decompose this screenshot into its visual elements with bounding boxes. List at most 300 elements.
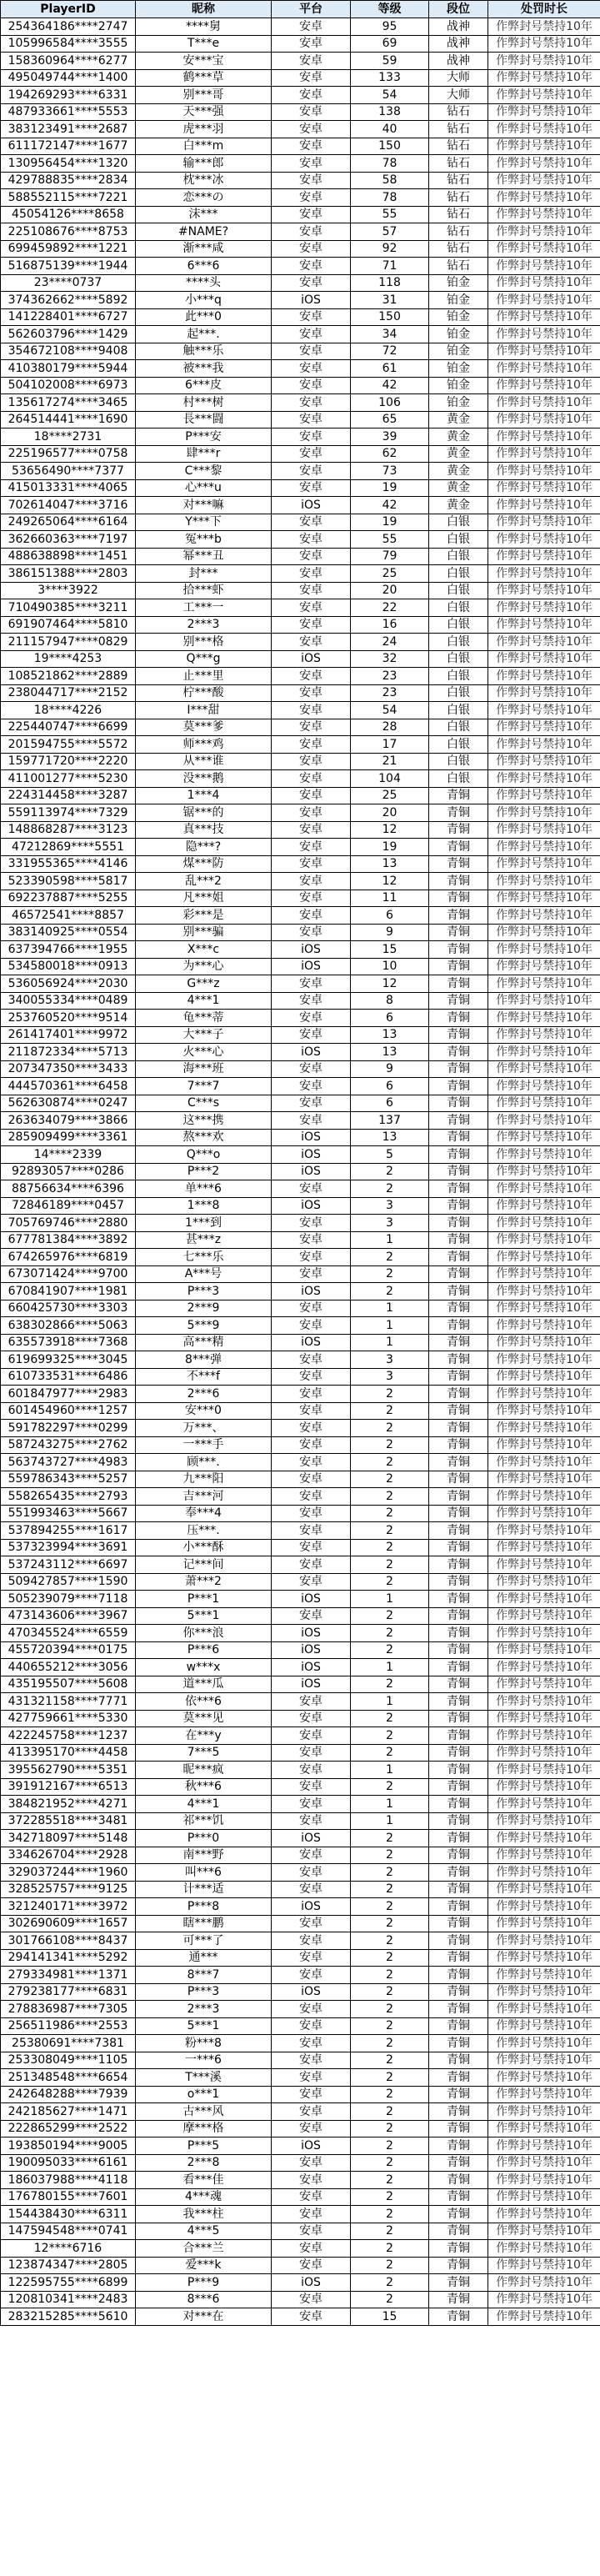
table-row xyxy=(1,1197,600,1215)
table-row xyxy=(1,719,600,736)
level-cell: 2 xyxy=(351,2017,429,2035)
penalty-cell: 作弊封号禁持10年 xyxy=(488,2001,600,2018)
level-cell: 17 xyxy=(351,736,429,754)
level-cell: 59 xyxy=(351,53,429,70)
level-cell: 13 xyxy=(351,1044,429,1061)
table-row xyxy=(1,599,600,617)
nickname-cell: 龟***蒂 xyxy=(136,1010,272,1027)
rank-cell: 白银 xyxy=(429,684,488,702)
player-id-cell: 435195507****5608 xyxy=(1,1676,136,1693)
nickname-cell: Q***o xyxy=(136,1146,272,1164)
platform-cell: 安卓 xyxy=(272,804,351,822)
penalty-cell: 作弊封号禁持10年 xyxy=(488,1163,600,1180)
player-id-cell: 591782297****0299 xyxy=(1,1420,136,1437)
platform-cell: 安卓 xyxy=(272,514,351,531)
nickname-cell: 鹤***草 xyxy=(136,69,272,87)
rank-cell: 青铜 xyxy=(429,2035,488,2052)
player-id-cell: 391912167****6513 xyxy=(1,1778,136,1796)
nickname-cell: #NAME? xyxy=(136,223,272,241)
player-id-cell: 249265064****6164 xyxy=(1,514,136,531)
level-cell: 2 xyxy=(351,2274,429,2292)
player-id-cell: 677781384****3892 xyxy=(1,1231,136,1249)
level-cell: 58 xyxy=(351,172,429,189)
level-cell: 2 xyxy=(351,1983,429,2001)
platform-cell: 安卓 xyxy=(272,121,351,138)
platform-cell: iOS xyxy=(272,1334,351,1351)
table-row xyxy=(1,377,600,394)
nickname-cell: P***0 xyxy=(136,1830,272,1847)
penalty-cell: 作弊封号禁持10年 xyxy=(488,2274,600,2292)
nickname-cell: 吉***河 xyxy=(136,1488,272,1506)
rank-cell: 青铜 xyxy=(429,1368,488,1386)
platform-cell: 安卓 xyxy=(272,1881,351,1898)
penalty-cell: 作弊封号禁持10年 xyxy=(488,1796,600,1813)
player-id-cell: 211157947****0829 xyxy=(1,634,136,651)
rank-cell: 黄金 xyxy=(429,497,488,514)
player-id-cell: 660425730****3303 xyxy=(1,1300,136,1317)
rank-cell: 青铜 xyxy=(429,1265,488,1283)
penalty-cell: 作弊封号禁持10年 xyxy=(488,1129,600,1146)
nickname-cell: 止***里 xyxy=(136,668,272,685)
table-row xyxy=(1,1386,600,1403)
table-row xyxy=(1,2120,600,2137)
penalty-cell: 作弊封号禁持10年 xyxy=(488,1949,600,1967)
platform-cell: 安卓 xyxy=(272,1967,351,1984)
table-row xyxy=(1,1591,600,1608)
table-row xyxy=(1,497,600,514)
table-row xyxy=(1,2240,600,2258)
player-id-cell: 473143606****3967 xyxy=(1,1607,136,1625)
player-id-cell: 279334981****1371 xyxy=(1,1967,136,1984)
nickname-cell: 5***1 xyxy=(136,2017,272,2035)
penalty-cell: 作弊封号禁持10年 xyxy=(488,907,600,925)
penalty-cell: 作弊封号禁持10年 xyxy=(488,2086,600,2103)
player-id-cell: 53656490****7377 xyxy=(1,463,136,480)
player-id-cell: 504102008****6973 xyxy=(1,377,136,394)
nickname-cell: 安***0 xyxy=(136,1402,272,1420)
platform-cell: 安卓 xyxy=(272,890,351,907)
rank-cell: 钻石 xyxy=(429,138,488,155)
nickname-cell: 这***携 xyxy=(136,1112,272,1130)
penalty-cell: 作弊封号禁持10年 xyxy=(488,719,600,736)
platform-cell: 安卓 xyxy=(272,1847,351,1864)
rank-cell: 青铜 xyxy=(429,890,488,907)
table-row xyxy=(1,1847,600,1864)
level-cell: 23 xyxy=(351,668,429,685)
level-cell: 1 xyxy=(351,1591,429,1608)
player-id-cell: 176780155****7601 xyxy=(1,2188,136,2206)
nickname-cell: 萧***2 xyxy=(136,1573,272,1591)
rank-cell: 青铜 xyxy=(429,1847,488,1864)
level-cell: 2 xyxy=(351,1420,429,1437)
penalty-cell: 作弊封号禁持10年 xyxy=(488,1436,600,1454)
platform-cell: 安卓 xyxy=(272,821,351,839)
penalty-cell: 作弊封号禁持10年 xyxy=(488,582,600,599)
rank-cell: 黄金 xyxy=(429,479,488,497)
platform-cell: iOS xyxy=(272,1283,351,1301)
penalty-cell: 作弊封号禁持10年 xyxy=(488,1180,600,1198)
table-row xyxy=(1,18,600,36)
penalty-cell: 作弊封号禁持10年 xyxy=(488,1197,600,1215)
platform-cell: 安卓 xyxy=(272,616,351,634)
nickname-cell: 瞎***鹏 xyxy=(136,1915,272,1932)
player-id-cell: 45054126****8658 xyxy=(1,206,136,223)
nickname-cell: 彩***是 xyxy=(136,907,272,925)
platform-cell: 安卓 xyxy=(272,1607,351,1625)
header-rank: 段位 xyxy=(429,1,488,18)
rank-cell: 青铜 xyxy=(429,1454,488,1471)
rank-cell: 青铜 xyxy=(429,1334,488,1351)
penalty-cell: 作弊封号禁持10年 xyxy=(488,1249,600,1266)
nickname-cell: 小***q xyxy=(136,292,272,309)
penalty-cell: 作弊封号禁持10年 xyxy=(488,1539,600,1556)
platform-cell: 安卓 xyxy=(272,1539,351,1556)
rank-cell: 青铜 xyxy=(429,1812,488,1830)
nickname-cell: 冤***b xyxy=(136,531,272,549)
player-id-cell: 699459892****1221 xyxy=(1,240,136,258)
nickname-cell: 顾***. xyxy=(136,1454,272,1471)
level-cell: 138 xyxy=(351,103,429,121)
platform-cell: 安卓 xyxy=(272,2291,351,2308)
table-row xyxy=(1,1539,600,1556)
player-id-cell: 551993463****5667 xyxy=(1,1505,136,1522)
platform-cell: 安卓 xyxy=(272,1693,351,1711)
table-row xyxy=(1,855,600,873)
nickname-cell: o***1 xyxy=(136,2086,272,2103)
player-id-cell: 211872334****5713 xyxy=(1,1044,136,1061)
platform-cell: 安卓 xyxy=(272,770,351,788)
penalty-cell: 作弊封号禁持10年 xyxy=(488,890,600,907)
level-cell: 2 xyxy=(351,1163,429,1180)
penalty-cell: 作弊封号禁持10年 xyxy=(488,1112,600,1130)
table-row xyxy=(1,2223,600,2240)
level-cell: 57 xyxy=(351,223,429,241)
platform-cell: iOS xyxy=(272,1146,351,1164)
penalty-cell: 作弊封号禁持10年 xyxy=(488,428,600,446)
header-nickname: 昵称 xyxy=(136,1,272,18)
nickname-cell: P***安 xyxy=(136,428,272,446)
level-cell: 2 xyxy=(351,1744,429,1762)
table-row xyxy=(1,1420,600,1437)
table-row xyxy=(1,1112,600,1130)
level-cell: 2 xyxy=(351,1830,429,1847)
penalty-cell: 作弊封号禁持10年 xyxy=(488,138,600,155)
level-cell: 1 xyxy=(351,1796,429,1813)
platform-cell: iOS xyxy=(272,2137,351,2155)
level-cell: 8 xyxy=(351,992,429,1010)
table-row xyxy=(1,2154,600,2172)
rank-cell: 青铜 xyxy=(429,1625,488,1642)
rank-cell: 钻石 xyxy=(429,172,488,189)
player-id-cell: 487933661****5553 xyxy=(1,103,136,121)
rank-cell: 青铜 xyxy=(429,941,488,959)
player-id-cell: 47212869****5551 xyxy=(1,839,136,856)
table-row xyxy=(1,616,600,634)
level-cell: 2 xyxy=(351,1864,429,1882)
penalty-cell: 作弊封号禁持10年 xyxy=(488,924,600,941)
table-row xyxy=(1,531,600,549)
platform-cell: 安卓 xyxy=(272,2188,351,2206)
player-id-cell: 427759661****5330 xyxy=(1,1710,136,1727)
penalty-cell: 作弊封号禁持10年 xyxy=(488,1641,600,1659)
table-row xyxy=(1,924,600,941)
penalty-cell: 作弊封号禁持10年 xyxy=(488,514,600,531)
platform-cell: 安卓 xyxy=(272,1471,351,1488)
table-row xyxy=(1,2137,600,2155)
nickname-cell: A***号 xyxy=(136,1265,272,1283)
nickname-cell: 4***5 xyxy=(136,2223,272,2240)
nickname-cell: 通*** xyxy=(136,1949,272,1967)
level-cell: 13 xyxy=(351,1129,429,1146)
platform-cell: 安卓 xyxy=(272,1386,351,1403)
table-row xyxy=(1,1641,600,1659)
penalty-cell: 作弊封号禁持10年 xyxy=(488,1026,600,1044)
rank-cell: 青铜 xyxy=(429,839,488,856)
nickname-cell: Q***g xyxy=(136,650,272,668)
table-row xyxy=(1,582,600,599)
player-id-cell: 12****6716 xyxy=(1,2240,136,2258)
penalty-cell: 作弊封号禁持10年 xyxy=(488,445,600,463)
header-row xyxy=(1,1,600,18)
rank-cell: 铂金 xyxy=(429,343,488,360)
table-row xyxy=(1,1146,600,1164)
penalty-cell: 作弊封号禁持10年 xyxy=(488,958,600,975)
level-cell: 79 xyxy=(351,548,429,565)
nickname-cell: Y***下 xyxy=(136,514,272,531)
table-row xyxy=(1,839,600,856)
rank-cell: 青铜 xyxy=(429,2206,488,2223)
rank-cell: 青铜 xyxy=(429,1231,488,1249)
penalty-cell: 作弊封号禁持10年 xyxy=(488,1812,600,1830)
level-cell: 2 xyxy=(351,2257,429,2274)
penalty-cell: 作弊封号禁持10年 xyxy=(488,1727,600,1745)
level-cell: 2 xyxy=(351,1676,429,1693)
penalty-cell: 作弊封号禁持10年 xyxy=(488,1659,600,1676)
platform-cell: 安卓 xyxy=(272,719,351,736)
level-cell: 2 xyxy=(351,2120,429,2137)
table-row xyxy=(1,172,600,189)
player-id-cell: 415013331****4065 xyxy=(1,479,136,497)
player-id-cell: 141228401****6727 xyxy=(1,308,136,326)
platform-cell: 安卓 xyxy=(272,1317,351,1335)
nickname-cell: 输***郎 xyxy=(136,155,272,173)
platform-cell: 安卓 xyxy=(272,1796,351,1813)
platform-cell: iOS xyxy=(272,2274,351,2292)
level-cell: 2 xyxy=(351,2206,429,2223)
level-cell: 2 xyxy=(351,1607,429,1625)
table-row xyxy=(1,1471,600,1488)
platform-cell: 安卓 xyxy=(272,2103,351,2121)
player-id-cell: 285909499****3361 xyxy=(1,1129,136,1146)
player-id-cell: 559113974****7329 xyxy=(1,804,136,822)
rank-cell: 青铜 xyxy=(429,1402,488,1420)
table-row xyxy=(1,394,600,412)
level-cell: 34 xyxy=(351,326,429,343)
platform-cell: 安卓 xyxy=(272,2223,351,2240)
table-row xyxy=(1,2308,600,2326)
level-cell: 19 xyxy=(351,514,429,531)
table-row xyxy=(1,958,600,975)
rank-cell: 青铜 xyxy=(429,1146,488,1164)
nickname-cell: 压***. xyxy=(136,1522,272,1540)
table-row xyxy=(1,634,600,651)
nickname-cell: P***9 xyxy=(136,2274,272,2292)
platform-cell: 安卓 xyxy=(272,189,351,207)
table-row xyxy=(1,753,600,770)
table-row xyxy=(1,258,600,275)
platform-cell: 安卓 xyxy=(272,2017,351,2035)
penalty-cell: 作弊封号禁持10年 xyxy=(488,770,600,788)
penalty-cell: 作弊封号禁持10年 xyxy=(488,975,600,993)
rank-cell: 青铜 xyxy=(429,1864,488,1882)
penalty-cell: 作弊封号禁持10年 xyxy=(488,1454,600,1471)
player-id-cell: 374362662****5892 xyxy=(1,292,136,309)
level-cell: 3 xyxy=(351,1197,429,1215)
player-id-cell: 673071424****9700 xyxy=(1,1265,136,1283)
penalty-cell: 作弊封号禁持10年 xyxy=(488,172,600,189)
player-id-cell: 329037244****1960 xyxy=(1,1864,136,1882)
level-cell: 5 xyxy=(351,1146,429,1164)
table-row xyxy=(1,1454,600,1471)
player-id-cell: 692237887****5255 xyxy=(1,890,136,907)
penalty-cell: 作弊封号禁持10年 xyxy=(488,1915,600,1932)
nickname-cell: 長***闘 xyxy=(136,411,272,428)
player-id-cell: 331955365****4146 xyxy=(1,855,136,873)
rank-cell: 青铜 xyxy=(429,2223,488,2240)
player-id-cell: 372285518****3481 xyxy=(1,1812,136,1830)
platform-cell: 安卓 xyxy=(272,411,351,428)
rank-cell: 青铜 xyxy=(429,924,488,941)
platform-cell: 安卓 xyxy=(272,1060,351,1078)
level-cell: 22 xyxy=(351,599,429,617)
table-row xyxy=(1,1830,600,1847)
platform-cell: iOS xyxy=(272,1659,351,1676)
level-cell: 54 xyxy=(351,702,429,719)
rank-cell: 钻石 xyxy=(429,240,488,258)
nickname-cell: 莫***见 xyxy=(136,1710,272,1727)
rank-cell: 白银 xyxy=(429,548,488,565)
level-cell: 106 xyxy=(351,394,429,412)
player-id-cell: 635573918****7368 xyxy=(1,1334,136,1351)
penalty-cell: 作弊封号禁持10年 xyxy=(488,2120,600,2137)
table-row xyxy=(1,2035,600,2052)
nickname-cell: P***3 xyxy=(136,1983,272,2001)
table-row xyxy=(1,428,600,446)
player-id-cell: 242185627****1471 xyxy=(1,2103,136,2121)
platform-cell: iOS xyxy=(272,1163,351,1180)
rank-cell: 青铜 xyxy=(429,1881,488,1898)
platform-cell: 安卓 xyxy=(272,2035,351,2052)
rank-cell: 青铜 xyxy=(429,1659,488,1676)
nickname-cell: P***1 xyxy=(136,1591,272,1608)
level-cell: 2 xyxy=(351,1967,429,1984)
player-id-cell: 261417401****9972 xyxy=(1,1026,136,1044)
platform-cell: 安卓 xyxy=(272,548,351,565)
rank-cell: 白银 xyxy=(429,736,488,754)
level-cell: 1 xyxy=(351,1300,429,1317)
nickname-cell: 心***u xyxy=(136,479,272,497)
player-id-cell: 253760520****9514 xyxy=(1,1010,136,1027)
level-cell: 9 xyxy=(351,924,429,941)
penalty-cell: 作弊封号禁持10年 xyxy=(488,35,600,53)
nickname-cell: 4***魂 xyxy=(136,2188,272,2206)
level-cell: 28 xyxy=(351,719,429,736)
level-cell: 2 xyxy=(351,1727,429,1745)
rank-cell: 青铜 xyxy=(429,1744,488,1762)
rank-cell: 白银 xyxy=(429,565,488,583)
nickname-cell: 高***精 xyxy=(136,1334,272,1351)
table-row xyxy=(1,736,600,754)
rank-cell: 青铜 xyxy=(429,1317,488,1335)
penalty-cell: 作弊封号禁持10年 xyxy=(488,548,600,565)
platform-cell: 安卓 xyxy=(272,1505,351,1522)
platform-cell: 安卓 xyxy=(272,223,351,241)
nickname-cell: 触***乐 xyxy=(136,343,272,360)
penalty-cell: 作弊封号禁持10年 xyxy=(488,103,600,121)
penalty-cell: 作弊封号禁持10年 xyxy=(488,565,600,583)
nickname-cell: 一***手 xyxy=(136,1436,272,1454)
level-cell: 69 xyxy=(351,35,429,53)
player-id-cell: 431321158****7771 xyxy=(1,1693,136,1711)
platform-cell: 安卓 xyxy=(272,1573,351,1591)
player-id-cell: 238044717****2152 xyxy=(1,684,136,702)
level-cell: 92 xyxy=(351,240,429,258)
rank-cell: 白银 xyxy=(429,582,488,599)
rank-cell: 青铜 xyxy=(429,1932,488,1950)
table-row xyxy=(1,2069,600,2087)
penalty-cell: 作弊封号禁持10年 xyxy=(488,787,600,804)
nickname-cell: 万***、 xyxy=(136,1420,272,1437)
player-id-cell: 18****4226 xyxy=(1,702,136,719)
rank-cell: 白银 xyxy=(429,616,488,634)
nickname-cell: P***3 xyxy=(136,1283,272,1301)
platform-cell: 安卓 xyxy=(272,394,351,412)
rank-cell: 战神 xyxy=(429,53,488,70)
platform-cell: 安卓 xyxy=(272,1710,351,1727)
player-id-cell: 383140925****0554 xyxy=(1,924,136,941)
rank-cell: 铂金 xyxy=(429,326,488,343)
player-id-cell: 601454960****1257 xyxy=(1,1402,136,1420)
rank-cell: 青铜 xyxy=(429,2052,488,2069)
platform-cell: 安卓 xyxy=(272,445,351,463)
platform-cell: iOS xyxy=(272,1591,351,1608)
table-row xyxy=(1,1710,600,1727)
table-row xyxy=(1,1505,600,1522)
player-id-cell: 509427857****1590 xyxy=(1,1573,136,1591)
table-row xyxy=(1,1095,600,1112)
level-cell: 2 xyxy=(351,1249,429,1266)
level-cell: 2 xyxy=(351,1488,429,1506)
platform-cell: 安卓 xyxy=(272,2069,351,2087)
table-row xyxy=(1,1231,600,1249)
player-id-cell: 147594548****0741 xyxy=(1,2223,136,2240)
penalty-cell: 作弊封号禁持10年 xyxy=(488,1095,600,1112)
nickname-cell: 没***鹅 xyxy=(136,770,272,788)
penalty-cell: 作弊封号禁持10年 xyxy=(488,1573,600,1591)
table-row xyxy=(1,1180,600,1198)
rank-cell: 青铜 xyxy=(429,2069,488,2087)
table-row xyxy=(1,890,600,907)
penalty-cell: 作弊封号禁持10年 xyxy=(488,1283,600,1301)
level-cell: 31 xyxy=(351,292,429,309)
nickname-cell: 8***7 xyxy=(136,1967,272,1984)
rank-cell: 黄金 xyxy=(429,463,488,480)
rank-cell: 青铜 xyxy=(429,1949,488,1967)
penalty-cell: 作弊封号禁持10年 xyxy=(488,206,600,223)
player-id-cell: 559786343****5257 xyxy=(1,1471,136,1488)
level-cell: 2 xyxy=(351,1505,429,1522)
level-cell: 3 xyxy=(351,1368,429,1386)
